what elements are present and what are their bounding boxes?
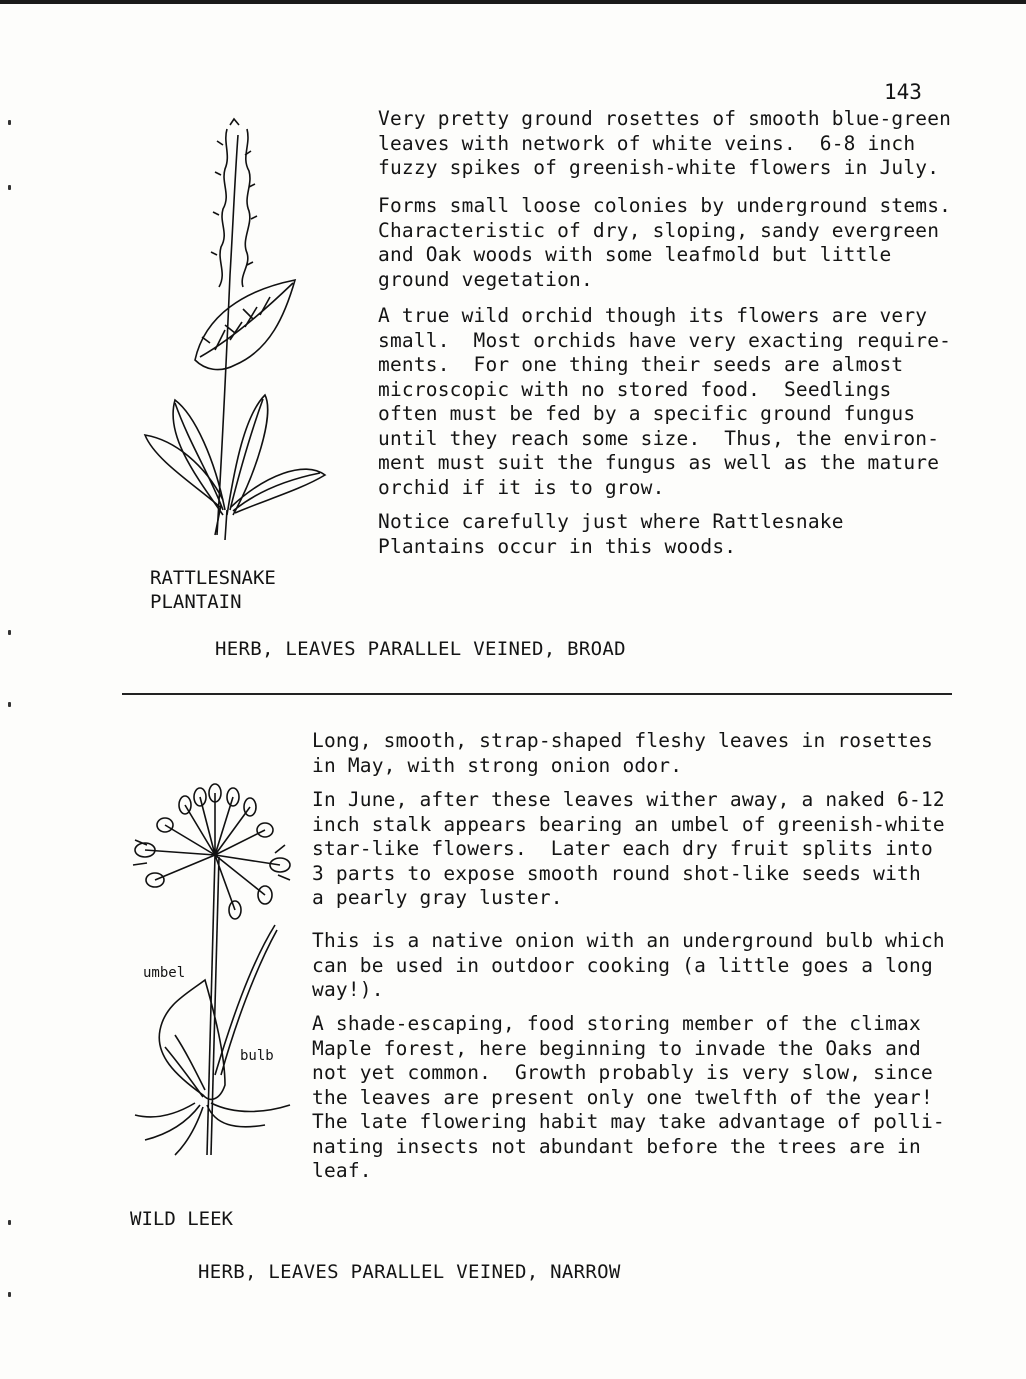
- scan-top-edge: [0, 0, 1026, 4]
- margin-speck: [8, 1292, 11, 1297]
- margin-speck: [8, 185, 11, 190]
- margin-speck: [8, 630, 11, 635]
- entry2-plant-name: WILD LEEK: [130, 1208, 233, 1230]
- umbel-label: umbel: [143, 965, 186, 981]
- entry2-paragraph-2: In June, after these leaves wither away, a naked 6-12 inch stalk appears bearing an umbel of greenish-white star-like flowers. Later each dry fruit splits into 3 parts to expose smooth round shot-like seeds with a pearly gray luster.: [312, 788, 945, 909]
- entry1-paragraph-1: Very pretty ground rosettes of smooth blue-green leaves with network of white veins. 6-8 inch fuzzy spikes of greenish-white flowers in July.: [378, 107, 952, 179]
- rattlesnake-plantain-illustration: [135, 115, 335, 545]
- entry1-classification: HERB, LEAVES PARALLEL VEINED, BROAD: [215, 638, 626, 660]
- entry2-classification: HERB, LEAVES PARALLEL VEINED, NARROW: [198, 1261, 621, 1283]
- entry1-paragraph-2: Forms small loose colonies by underground stems. Characteristic of dry, sloping, sandy evergreen and Oak woods with some leafmold but little ground vegetation.: [378, 194, 952, 291]
- entry1-paragraph-3: A true wild orchid though its flowers are very small. Most orchids have very exacting require- ments. For one thing their seeds are almost microscopic with no stored food. Seedlings often must be fed by a specific ground fungus until they reach some size. Thus, the environ- ment must suit the fungus as well as the mature orchid if it is to grow.: [378, 304, 952, 499]
- margin-speck: [8, 120, 11, 125]
- entry2-paragraph-3: This is a native onion with an underground bulb which can be used in outdoor cooking (a little goes a long way!).: [312, 929, 945, 1001]
- page-number: 143: [884, 80, 922, 104]
- entry1-plant-name: RATTLESNAKE PLANTAIN: [150, 567, 276, 613]
- entry2-paragraph-1: Long, smooth, strap-shaped fleshy leaves in rosettes in May, with strong onion odor.: [312, 729, 933, 777]
- bulb-label: bulb: [240, 1048, 274, 1064]
- entry2-paragraph-4: A shade-escaping, food storing member of the climax Maple forest, here beginning to invade the Oaks and not yet common. Growth probably is very slow, since the leaves are present only one twelfth of the year! The late flowering habit may take advantage of polli- nating insects not abundant before the trees are in leaf.: [312, 1012, 945, 1182]
- margin-speck: [8, 1220, 11, 1225]
- section-divider: [122, 693, 952, 695]
- margin-speck: [8, 702, 11, 707]
- entry1-paragraph-4: Notice carefully just where Rattlesnake Plantains occur in this woods.: [378, 510, 844, 558]
